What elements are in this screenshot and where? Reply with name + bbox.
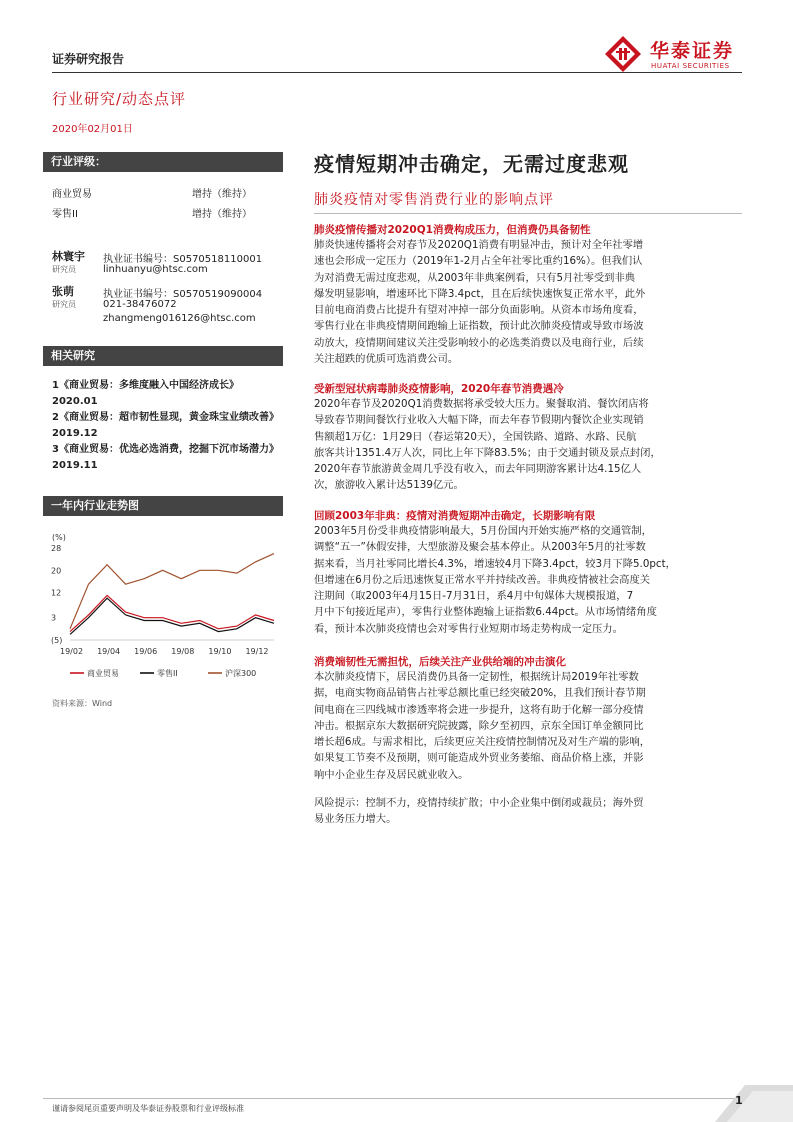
y-tick-label: (5)	[51, 636, 63, 645]
x-tick-label: 19/04	[97, 647, 121, 656]
y-tick-label: 3	[51, 613, 57, 623]
risk-warning: 风险提示：控制不力，疫情持续扩散；中小企业集中倒闭或裁员；海外贸 易业务压力增大。	[314, 797, 644, 826]
page-number: 1	[735, 1094, 743, 1107]
analyst-name: 张萌	[52, 285, 74, 298]
y-tick-label: 20	[51, 566, 62, 576]
section-heading: 回顾2003年非典：疫情对消费短期冲击确定，长期影响有限	[314, 510, 596, 522]
analyst-role: 研究员	[52, 265, 76, 274]
analyst-cert: 执业证书编号：S0570519090004	[103, 289, 263, 300]
rating-header: 行业评级：	[43, 152, 283, 172]
legend-label: 沪深300	[225, 669, 257, 678]
page-title: 疫情短期冲击确定，无需过度悲观	[314, 152, 629, 176]
series-line	[70, 554, 274, 629]
section-body: 本次肺炎疫情下，居民消费仍具备一定韧性，根据统计局2019年社零数 据，电商实物商品销售占社零总额比重已经突破20%，且我们预计春节期 间电商在三四线城市渗透率将会进一步提升，这将有助于化解一部分疫情 冲击。根据京东大数据研究院披露，除夕至初四，京东全国订单金额同比 增长超6成。与需求相比，后续更应关注疫情控制情况及对生产端的影响， 如果复工节奏不及预期，则可能造成外贸业务萎缩、商品价格上涨，并影 响中小企业生存及居民就业收入。	[314, 671, 651, 781]
analyst-phone: 021-38476072	[103, 299, 177, 310]
section-heading: 消费端韧性无需担忧，后续关注产业供给端的冲击演化	[314, 656, 566, 668]
x-tick-label: 19/12	[245, 647, 269, 656]
series-line	[70, 598, 274, 634]
section-body: 肺炎快速传播将会对春节及2020Q1消费有明显冲击，预计对全年社零增 速也会形成一定压力（2019年1-2月占全年社零比重约16%）。但我们认 为对消费无需过度悲观，从2003年非典案例看，只有5月社零受到非典 爆发明显影响，增速环比下降3.4pct，且在后续快速恢复正常水平，此外 目前电商消费占比提升有望对冲掉一部分负面影响。从资本市场角度看， 零售行业在非典疫情期间跑输上证指数，预计此次肺炎疫情或导致市场波 动放大，疫情期间建议关注受影响较小的必选类消费以及电商行业，后续 关注超跌的优质可选消费公司。	[314, 239, 646, 366]
y-axis-label: (%)	[52, 533, 66, 542]
report-date: 2020年02月01日	[52, 124, 133, 135]
related-research-item[interactable]: 1《商业贸易：多维度融入中国经济成长》2020.01	[52, 380, 239, 407]
x-tick-label: 19/06	[134, 647, 158, 656]
trend-chart-header: 一年内行业走势图	[43, 496, 283, 516]
rating-value: 增持（维持）	[192, 209, 252, 220]
rating-value: 增持（维持）	[192, 189, 252, 200]
title-divider	[314, 213, 742, 214]
footer-divider	[43, 1098, 743, 1099]
y-tick-label: 12	[51, 588, 62, 598]
legend-label: 零售II	[157, 669, 178, 678]
x-tick-label: 19/08	[171, 647, 195, 656]
related-research-item[interactable]: 2《商业贸易：超市韧性显现，黄金珠宝业绩改善》2019.12	[52, 412, 279, 439]
x-tick-label: 19/10	[208, 647, 232, 656]
analyst-email[interactable]: zhangmeng016126@htsc.com	[103, 313, 256, 324]
logo-name: 华泰证券	[650, 40, 735, 62]
legend-label: 商业贸易	[87, 669, 119, 678]
chart-source: 资料来源：Wind	[52, 699, 113, 708]
analyst-name: 林寰宇	[52, 250, 85, 263]
rating-name: 零售II	[52, 209, 78, 220]
section-heading: 肺炎疫情传播对2020Q1消费构成压力，但消费仍具备韧性	[314, 224, 591, 236]
related-research-item[interactable]: 3《商业贸易：优选必选消费，挖掘下沉市场潜力》2019.11	[52, 444, 279, 471]
analyst-email[interactable]: linhuanyu@htsc.com	[103, 264, 208, 275]
page-subtitle: 肺炎疫情对零售消费行业的影响点评	[314, 192, 554, 208]
rating-name: 商业贸易	[52, 189, 92, 200]
series-line	[70, 595, 274, 631]
analyst-role: 研究员	[52, 300, 76, 309]
analyst-cert: 执业证书编号：S0570518110001	[103, 254, 263, 265]
section-body: 2020年春节及2020Q1消费数据将承受较大压力。聚餐取消、餐饮闭店将 导致春节期间餐饮行业收入大幅下降，而去年春节假期内餐饮企业实现销 售额超1万亿：1月29日（春运第20天），全国铁路、道路、水路、民航 旅客共计1351.4万人次，同比上年下降83.5%；由于交通封锁及景点封闭， 2020年春节旅游黄金周几乎没有收入，而去年同期游客累计达4.15亿人 次，旅游收入累计达5139亿元。	[314, 398, 661, 492]
y-tick-label: 28	[51, 544, 62, 553]
huatai-logo-icon	[603, 34, 643, 74]
footer-disclaimer: 谨请参阅尾页重要声明及华泰证券股票和行业评级标准	[52, 1104, 244, 1113]
report-category: 行业研究/动态点评	[52, 90, 187, 108]
x-tick-label: 19/02	[60, 647, 84, 656]
related-research-header: 相关研究	[43, 346, 283, 366]
section-heading: 受新型冠状病毒肺炎疫情影响，2020年春节消费遇冷	[314, 383, 564, 395]
report-type-label: 证券研究报告	[52, 52, 125, 66]
footer-corner-graphic	[705, 1085, 793, 1122]
logo-subtitle: HUATAI SECURITIES	[651, 62, 730, 70]
section-body: 2003年5月份受非典疫情影响最大，5月份国内开始实施严格的交通管制， 调整“五一”休假安排，大型旅游及聚会基本停止。从2003年5月的社零数 据来看，当月社零同比增长4.3%，增速较4月下降3.4pct，较3月下降5.0pct， 但增速在6月份之后迅速恢复正常水平并持续改善。非典疫情被社会高度关 注期间（取2003年4月15日-7月31日，系4月中旬媒体大规模报道，7 月中下旬接近尾声），零售行业整体跑输上证指数6.44pct。从市场情绪角度 看，预计本次肺炎疫情也会对零售行业短期市场走势构成一定压力。	[314, 525, 676, 635]
trend-chart	[48, 528, 284, 698]
